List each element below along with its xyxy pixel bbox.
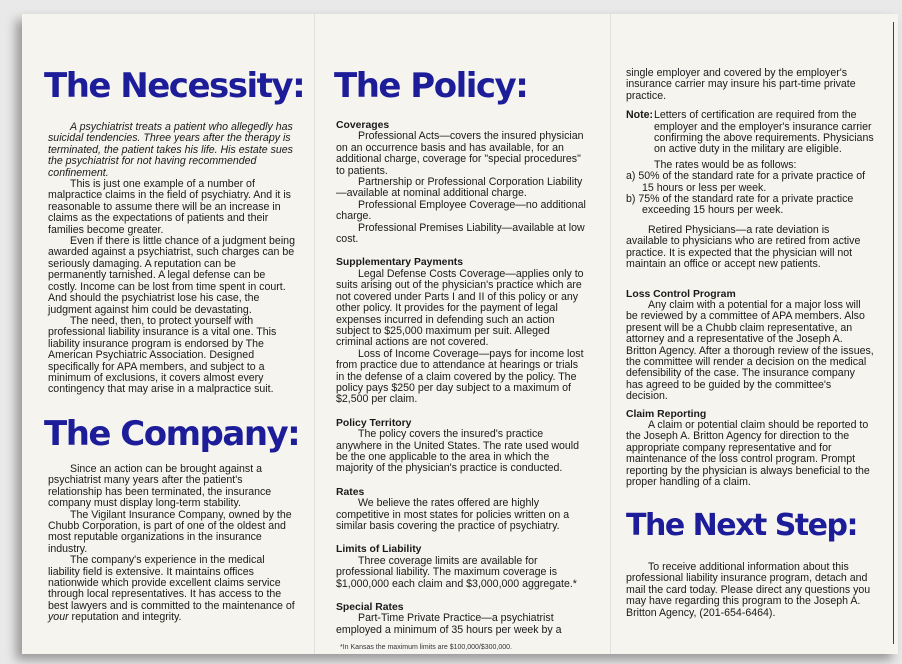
necessity-body: [48, 122, 296, 396]
limits-title: Limits of Liability: [336, 544, 422, 556]
fold-line-right: [610, 14, 611, 654]
brochure-page: [22, 14, 898, 654]
coverages-p2: Partnership or Professional Corporation Liability—available at nominal additional charge.: [336, 176, 583, 200]
special-rates-continued: single employer and covered by the employer's insurance carrier may insure his part-time private practice.: [626, 67, 856, 102]
supplementary-p2: Loss of Income Coverage—pays for income lost from practice due to attendance at hearings or trials in the defense of a claim covered by the policy. The policy pays $250 per day subject to a maximum of $2,500 per claim.: [336, 347, 584, 406]
necessity-paragraph-1: This is just one example of a number of malpractice claims in the field of psychiatry. And it is reasonable to assume there will be an increase in claims as the expectations of patients and their families become greater.: [48, 178, 291, 236]
fold-line-left: [314, 14, 315, 654]
next-step-heading: The Next Step:: [626, 508, 857, 543]
loss-control-p1: Any claim with a potential for a major loss will be reviewed by a committee of APA members. Also present will be a Chubb claim representative, an attorney and a representative of the Joseph A. Britton Agency. After a thorough review of the issues, the committee will render a decision on the medical defensibility of the case. The insurance company has agreed to be guided by the committee's decision.: [626, 298, 874, 403]
necessity-heading: The Necessity:: [44, 66, 305, 106]
rates-p1: We believe the rates offered are highly competitive in most states for policies written on a similar basis covering the practice of psychiatry.: [336, 497, 570, 532]
necessity-paragraph-2: Even if there is little chance of a judgment being awarded against a psychiatrist, such charges can be seriously damaging. A reputation can be permanently tarnished. A legal defense can be costly. Income can be lost from time spent in court. And should the psychiatrist lose his case, the judgment against him could be devastating.: [48, 235, 295, 316]
company-body: [48, 464, 296, 624]
coverages-title: Coverages: [336, 120, 390, 131]
coverages-p3: Professional Employee Coverage—no additional charge.: [336, 198, 586, 223]
policy-heading: The Policy:: [334, 66, 528, 106]
right-column-body: [626, 68, 874, 488]
company-paragraph-3-b: reputation and integrity.: [68, 611, 182, 624]
page-edge: [893, 22, 894, 644]
note-text: Letters of certification are required from the employer and the employer's insurance carrier confirming the above requirements. Physicians on active duty in the military are eligible.: [654, 109, 874, 156]
limits-p1: Three coverage limits are available for professional liability. The maximum coverage is $1,000,000 each claim and $3,000,000 aggregate.*: [336, 554, 577, 590]
supplementary-p1: Legal Defense Costs Coverage—applies only to suits arising out of the physician's practice which are not covered under Parts I and II of this policy or any other policy. It provides for the payment of legal expenses incurred in defending such an action subject to $25,000 maximum per suit. Alleged criminal actions are not covered.: [336, 267, 584, 349]
loss-control-title: Loss Control Program: [626, 288, 736, 300]
next-step-body: [626, 562, 874, 619]
company-heading: The Company:: [44, 414, 300, 454]
claim-reporting-p1: A claim or potential claim should be reported to the Joseph A. Britton Agency for direction to the appropriate company representative and for maintenance of the loss control program. Prompt reporting by the physician is always beneficial to the proper handling of a claim.: [626, 418, 870, 488]
note-block: [626, 110, 874, 171]
coverages-p4: Professional Premises Liability—available at low cost.: [336, 221, 585, 246]
company-paragraph-3: [48, 555, 296, 623]
supplementary-title: Supplementary Payments: [336, 257, 464, 269]
company-paragraph-2: The Vigilant Insurance Company, owned by the Chubb Corporation, is part of one of the oldest and most reputable organizations in the insurance industry.: [48, 508, 292, 555]
territory-title: Policy Territory: [336, 417, 412, 429]
next-step-p1: To receive additional information about this professional liability insurance program, detach and mail the card today. Please direct any questions you may have regarding this program to the Joseph A. Britton Agency, (201-654-6464).: [626, 561, 871, 619]
necessity-paragraph-3: The need, then, to protect yourself with professional liability insurance is a vital one. This liability insurance program is endorsed by The American Psychiatric Association. Designed specifically for APA members, and subject to a minimum of exclusions, it covers almost every contingency that may arise in a malpractice suit.: [48, 314, 277, 396]
company-paragraph-3-emphasis: your: [48, 611, 69, 624]
rates-intro-text: The rates would be as follows:: [654, 158, 797, 171]
special-rates-title: Special Rates: [336, 602, 404, 614]
special-rates-p1: Part-Time Private Practice—a psychiatrist employed a minimum of 35 hours per week by a: [336, 612, 562, 636]
rates-title: Rates: [336, 486, 365, 498]
company-paragraph-3-a: The company's experience in the medical liability field is extensive. It maintains offices nationwide which provide excellent claims service through local representatives. It has access to the best lawyers and is committed to the maintenance of: [48, 554, 295, 612]
retired-physicians: Retired Physicians—a rate deviation is available to physicians who are retired from active practice. It is expected that the physician will not maintain an office or accept new patients.: [626, 223, 861, 271]
footnote: *In Kansas the maximum limits are $100,000/$300,000.: [340, 644, 512, 651]
rate-option-b: b) 75% of the standard rate for a private practice exceeding 15 hours per week.: [626, 193, 854, 217]
rates-intro: [654, 160, 874, 171]
company-paragraph-1: Since an action can be brought against a psychiatrist many years after the patient's relationship has been terminated, the insurance company must display long-term stability.: [48, 463, 272, 510]
rate-option-a: a) 50% of the standard rate for a private practice of 15 hours or less per week.: [626, 170, 866, 194]
territory-p1: The policy covers the insured's practice anywhere in the United States. The rate used would be the one applicable to the area in which the majority of the physician's practice is conducted.: [336, 428, 580, 475]
necessity-intro: A psychiatrist treats a patient who allegedly has suicidal tendencies. Three years after the therapy is terminated, the patient takes his life. His estate sues the psychiatrist for not having recommended confinement.: [48, 121, 293, 179]
coverages-p1: Professional Acts—covers the insured physician on an occurrence basis and has available, for an additional charge, coverage for "special procedures" to patients.: [336, 130, 584, 177]
policy-body: [336, 120, 588, 636]
claim-reporting-title: Claim Reporting: [626, 408, 707, 420]
note-label: Note:: [626, 109, 654, 122]
